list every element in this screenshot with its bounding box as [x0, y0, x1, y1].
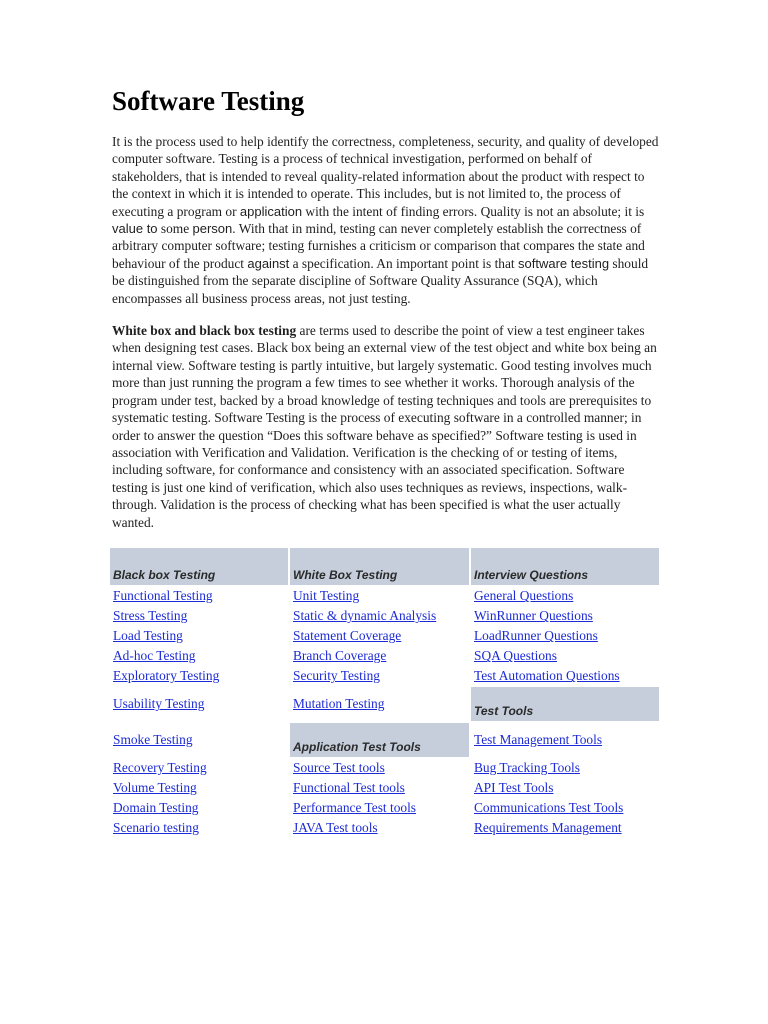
link-api-test-tools[interactable]: API Test Tools [474, 780, 554, 796]
link-static-dynamic-analysis[interactable]: Static & dynamic Analysis [293, 608, 437, 624]
link-unit-testing[interactable]: Unit Testing [293, 588, 360, 604]
link-adhoc-testing[interactable]: Ad-hoc Testing [113, 648, 196, 664]
header-white-box-testing: White Box Testing [290, 548, 469, 585]
table-row [110, 687, 659, 721]
link-smoke-testing[interactable]: Smoke Testing [113, 732, 193, 748]
link-general-questions[interactable]: General Questions [474, 588, 574, 604]
table-row [110, 799, 659, 817]
intro-text-3: some [157, 221, 193, 237]
link-winrunner-questions[interactable]: WinRunner Questions [474, 608, 593, 624]
table-row [110, 667, 659, 685]
table-row [110, 819, 659, 837]
intro-text-2: with the intent of finding errors. Quality is not an absolute; it is [302, 203, 645, 219]
document-page [112, 86, 660, 839]
box-testing-text: are terms used to describe the point of view a test engineer takes when designing test cases. Black box being an external view of the test object and white box being an internal view. Software testing is partly intuitive, but largely systematic. Good testing involves much more than just running the program a few times to see whether it works. Thorough analysis of the program under test, backed by a broad knowledge of testing techniques and tools are prerequisites to systematic testing. Software Testing is the process of executing software in a controlled manner; in order to answer the question “Does this software behave as specified?” Software testing is used in association with Verification and Validation. Verification is the checking of or testing of items, including software, for conformance and consistency with an associated specification. Software testing is just one kind of verification, which also uses techniques as reviews, inspections, walk-through. Validation is the process of checking what has been specified is what the user actually wanted. [112, 323, 657, 530]
intro-text-6: should be distinguished from the separate discipline of Software Quality Assurance (SQA), which encompasses all business process areas, not just testing. [112, 255, 649, 306]
link-scenario-testing[interactable]: Scenario testing [113, 820, 199, 836]
link-communications-test-tools[interactable]: Communications Test Tools [474, 800, 624, 816]
header-test-tools: Test Tools [471, 687, 659, 721]
header-interview-questions: Interview Questions [471, 548, 659, 585]
link-mutation-testing[interactable]: Mutation Testing [293, 696, 385, 712]
link-branch-coverage[interactable]: Branch Coverage [293, 648, 387, 664]
link-volume-testing[interactable]: Volume Testing [113, 780, 197, 796]
table-header-row [110, 548, 659, 585]
links-table [108, 546, 661, 839]
header-application-test-tools: Application Test Tools [290, 723, 469, 757]
link-functional-testing[interactable]: Functional Testing [113, 588, 213, 604]
intro-text-value-to: value to [112, 221, 158, 237]
link-requirements-management[interactable]: Requirements Management [474, 820, 622, 836]
intro-text-software-testing: software testing [518, 255, 610, 271]
link-test-management-tools[interactable]: Test Management Tools [474, 732, 603, 748]
link-domain-testing[interactable]: Domain Testing [113, 800, 199, 816]
table-row [110, 647, 659, 665]
link-exploratory-testing[interactable]: Exploratory Testing [113, 668, 220, 684]
link-performance-test-tools[interactable]: Performance Test tools [293, 800, 417, 816]
intro-text-1: It is the process used to help identify the correctness, completeness, security, and quality of developed computer software. Testing is a process of technical investigation, performed on behalf of stakeholders, that is intended to reveal quality-related information about the product with respect to the context in which it is intended to operate. This includes, but is not limited to, the process of executing a program or [112, 134, 659, 219]
link-bug-tracking-tools[interactable]: Bug Tracking Tools [474, 760, 580, 776]
link-functional-test-tools[interactable]: Functional Test tools [293, 780, 405, 796]
table-row [110, 723, 659, 757]
link-security-testing[interactable]: Security Testing [293, 668, 380, 684]
table-row [110, 587, 659, 605]
link-loadrunner-questions[interactable]: LoadRunner Questions [474, 628, 598, 644]
intro-text-application: application [239, 203, 303, 219]
link-source-test-tools[interactable]: Source Test tools [293, 760, 385, 776]
intro-paragraph [112, 133, 660, 307]
link-test-automation-questions[interactable]: Test Automation Questions [474, 668, 620, 684]
table-row [110, 607, 659, 625]
intro-text-5: a specification. An important point is that [289, 255, 518, 271]
table-row [110, 627, 659, 645]
intro-text-against: against [247, 255, 290, 271]
table-row [110, 759, 659, 777]
intro-text-4: . With that in mind, testing can never completely establish the correctness of arbitrary computer software; testing furnishes a criticism or comparison that compares the state and behaviour of the product [112, 221, 645, 271]
link-load-testing[interactable]: Load Testing [113, 628, 183, 644]
header-black-box-testing: Black box Testing [110, 548, 288, 585]
intro-text-person: person [192, 221, 233, 237]
link-usability-testing[interactable]: Usability Testing [113, 696, 205, 712]
link-stress-testing[interactable]: Stress Testing [113, 608, 188, 624]
box-testing-paragraph [112, 322, 660, 531]
link-sqa-questions[interactable]: SQA Questions [474, 648, 557, 664]
table-row [110, 779, 659, 797]
link-recovery-testing[interactable]: Recovery Testing [113, 760, 207, 776]
box-testing-term: White box and black box testing [112, 323, 297, 339]
link-java-test-tools[interactable]: JAVA Test tools [293, 820, 378, 836]
link-statement-coverage[interactable]: Statement Coverage [293, 628, 402, 644]
page-title: Software Testing [112, 86, 305, 116]
